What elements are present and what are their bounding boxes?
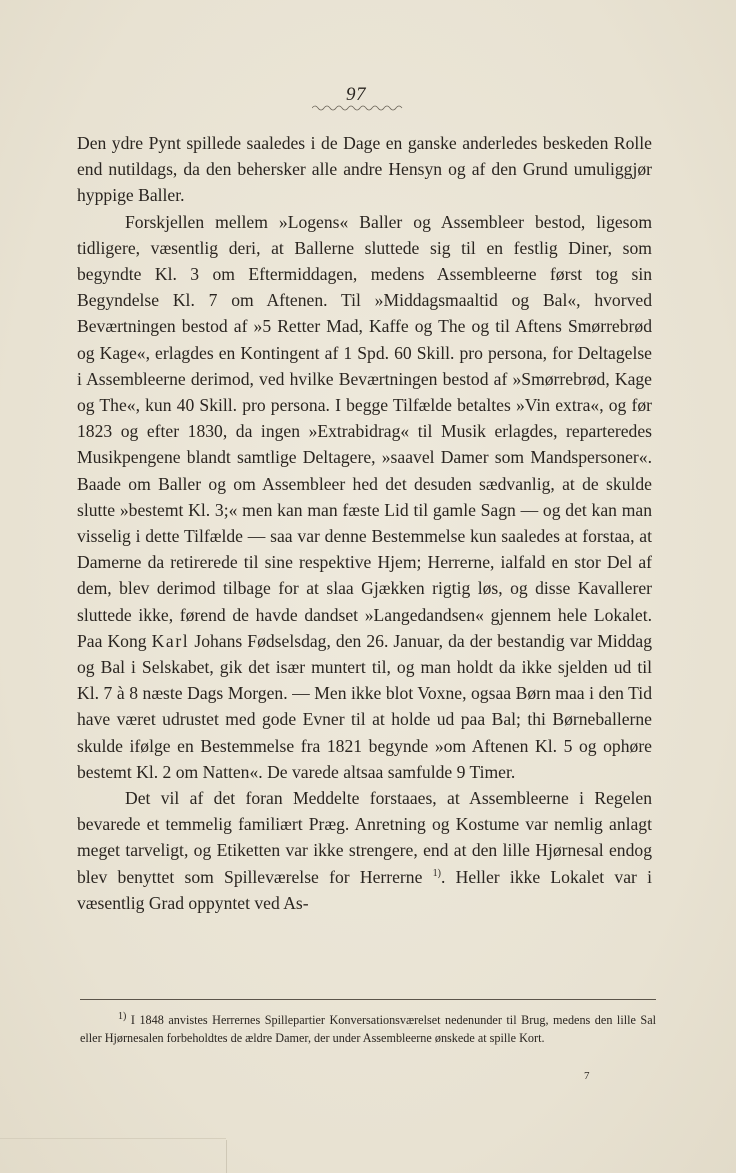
paragraph-3: Det vil af det foran Meddelte forstaaes, at Assembleerne i Regelen bevarede et temmelig familiært Præg. Anretning og Kostume var nemlig anlagt meget tarveligt, og Etiketten var ikke strengere, end at den lille Hjørnesal endog blev benyttet som Spilleværelse for Herrerne $^{1)}$. Heller ikke Lokalet var i væsentlig Grad oppyntet ved As-	[77, 788, 653, 913]
footnote-text: I 1848 anvistes Herrernes Spillepartier Konversationsværelset nedenunder til Brug, medens den lille Sal eller Hjørnesalen forbeholdtes de ældre Damer, der under Assembleerne ønskede at spille Kort.	[80, 1013, 656, 1045]
page-number: 97	[346, 84, 366, 105]
signature-mark: 7	[584, 1070, 590, 1082]
paragraph-2	[77, 209, 652, 785]
paragraph-1: Den ydre Pynt spillede saaledes i de Dage en ganske anderledes beskeden Rolle end nutildags, da den behersker alle andre Hensyn og af den Grund umuliggjør hyppige Baller.	[77, 133, 652, 206]
paragraph-2-continuation: Johans Fødselsdag, den 26. Januar, da der bestandig var Middag og Bal i Selskabet, gik det især muntert til, og man holdt da ikke sjelden ud til Kl. 7 à 8 næste Dags Morgen. — Men ikke blot Voxne, ogsaa Børn maa i den Tid have været udrustet med gode Evner til at holde ud paa Bal; thi Børneballerne skulde ifølge en Bestemmelse fra 1821 begynde »om Aftenen Kl. 5 og ophøre bestemt Kl. 2 om Natten«. De varede altsaa samfulde 9 Timer.	[77, 630, 652, 782]
paragraph-3-text: Det vil af det foran Meddelte forstaaes, at Assembleerne i Regelen bevarede et temmelig familiært Præg. Anretning og Kostume var nemlig anlagt meget tarveligt, og Etiketten var ikke strengere, end at den lille Hjørnesal endog blev benyttet som Spilleværelse for Herrerne	[77, 788, 652, 887]
paragraph-3-continuation: Heller ikke Lokalet var i væsentlig Grad oppyntet ved As-	[77, 866, 653, 913]
paragraph-2-text: Forskjellen mellem »Logens« Baller og Assembleer bestod, ligesom tidligere, væsentlig deri, at Ballerne sluttede sig til en festlig Diner, som begyndte Kl. 3 om Eftermiddagen, medens Assembleerne først tog sin Begyndelse Kl. 7 om Aftenen. Til »Middagsmaaltid og Bal«, hvorved Beværtningen bestod af »5 Retter Mad, Kaffe og The og til Aftens Smørrebrød og Kage«, erlagdes en Kontingent af 1 Spd. 60 Skill. pro persona, for Deltagelse i Assembleerne derimod, ved hvilke Beværtningen bestod af »Smørrebrød, Kage og The«, kun 40 Skill. pro persona. I begge Tilfælde betaltes »Vin extra«, og før 1823 og efter 1830, da ingen »Extrabidrag« til Musik erlagdes, reparteredes Musikpengene blandt samtlige Deltagere, »saavel Damer som Mandspersoner«. Baade om Baller og om Assembleer hed det desuden sædvanlig, at de skulde slutte »bestemt Kl. 3;« men kan man fæste Lid til gamle Sagn — og det kan man visselig i dette Tilfælde — saa var denne Bestemmelse kun saaledes at forstaa, at Damerne da retirerede til sine respektive Hjem; Herrerne, ialfald en stor Del af dem, blev derimod tilbage for at slaa Gjækken rigtig løs, og disse Kavallerer sluttede ikke, førend de havde dandset »Langedandsen« gjennem hele Lokalet. Paa Kong	[77, 211, 652, 651]
footnote-reference: 1)	[432, 867, 441, 879]
scan-fold-edge	[226, 1140, 227, 1173]
spaced-name: Karl	[151, 630, 190, 651]
footnote-divider	[80, 999, 656, 1000]
footnote-1	[80, 1012, 656, 1047]
wavy-ornament-icon	[312, 104, 404, 112]
body-text	[77, 130, 652, 916]
footnote-marker: 1)	[118, 1010, 127, 1022]
footnotes	[80, 1012, 656, 1047]
scan-fold-line	[0, 1138, 226, 1139]
